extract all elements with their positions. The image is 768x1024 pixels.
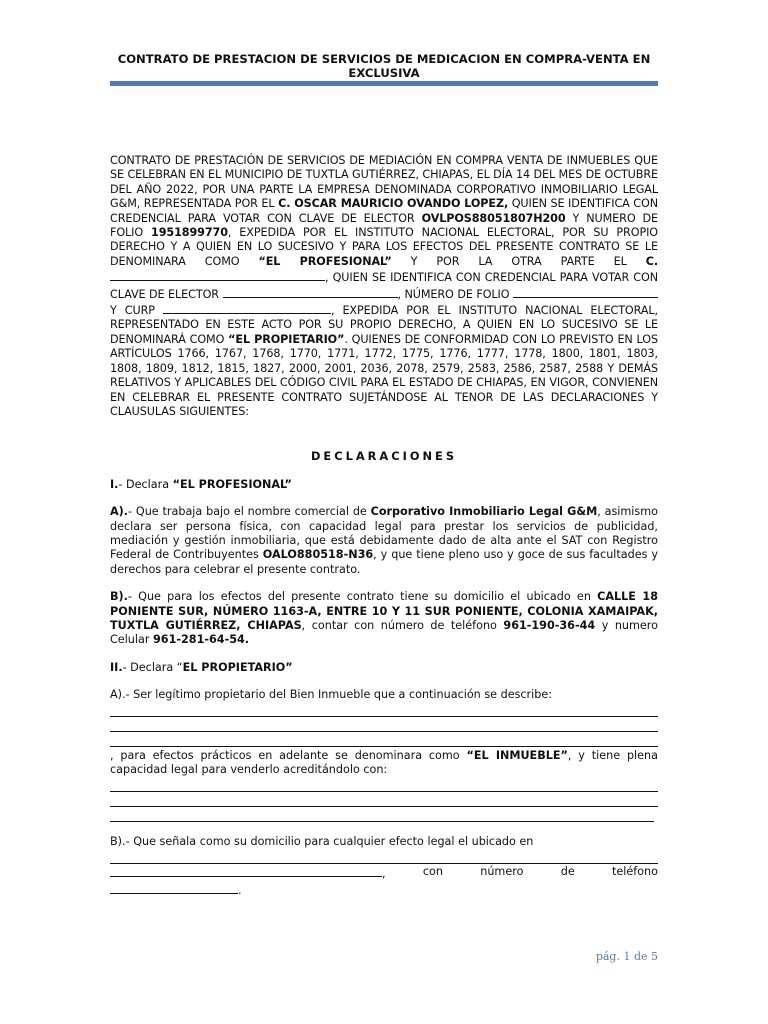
blank-line [110, 778, 658, 792]
item-text: . [238, 883, 242, 897]
party-propietario: “EL PROPIETARIO” [228, 332, 345, 346]
declaration-1b [110, 590, 658, 648]
section-1-heading [110, 478, 658, 492]
blank-line [163, 302, 331, 314]
section-number: I. [110, 477, 119, 491]
item-label: A). [110, 505, 129, 519]
item-text: teléfono [612, 865, 658, 879]
blank-line [223, 286, 398, 298]
intro-text: , QUIEN SE IDENTIFICA CON CREDENCIAL PARA VOTAR CON CLAVE DE ELECTOR [110, 271, 658, 301]
blank-line [110, 808, 654, 822]
item-text: de [560, 865, 575, 879]
item-text: , para efectos prácticos en adelante se denominara como [110, 748, 467, 762]
company-name: Corporativo Inmobiliario Legal G&M [370, 505, 598, 519]
document-title: CONTRATO DE PRESTACION DE SERVICIOS DE MEDICACION EN COMPRA-VENTA EN EXCLUSIVA [117, 52, 651, 80]
item-text: , [382, 867, 386, 881]
blank-line [110, 703, 658, 717]
section-text: - Declara “ [122, 660, 183, 674]
item-text: , y tiene plena capacidad legal para venderlo acreditándolo con: [110, 748, 658, 777]
declaration-2a [110, 688, 658, 822]
section-text: - Declara [118, 477, 173, 491]
item-text: , contar con número de teléfono [301, 618, 504, 632]
folio-number: 1951899770 [151, 226, 228, 240]
declaraciones-heading: DECLARACIONES [310, 449, 458, 464]
blank-line [110, 882, 238, 894]
section-number: II. [110, 660, 123, 674]
intro-text: Y NUMERO DE FOLIO [110, 211, 658, 240]
intro-text: , EXPEDIDA POR EL INSTITUTO NACIONAL ELECTORAL, POR SU PROPIO DERECHO Y A QUIEN EN LO SUCESIVO Y PARA LOS EFECTOS DEL PRESENTE CONTRATO SE LE DENOMINARA COMO [110, 226, 658, 268]
blank-line [110, 865, 382, 877]
intro-text: . QUIENES DE CONFORMIDAD CON LO PREVISTO EN LOS ARTÍCULOS 1766, 1767, 1768, 1770, 1771, 1772, 1775, 1776, 1777, 1778, 1800, 1801, 1803, 1808, 1809, 1812, 1815, 1827, 2000, 2001, 2036, 2078, 2579, 2583, 2586, 2587, 2588 Y DEMÁS RELATIVOS Y APLICABLES DEL CÓDIGO CIVIL PARA EL ESTADO DE CHIAPAS, EN VIGOR, CONVIENEN EN CELEBRAR EL PRESENTE CONTRATO SUJETÁNDOSE AL TENOR DE LAS DECLARACIONES Y CLAUSULAS SIGUIENTES: [110, 332, 658, 418]
section-2-heading [110, 661, 658, 675]
intro-text: Y POR LA OTRA PARTE EL [391, 254, 646, 268]
item-text: A).- Ser legítimo propietario del Bien Inmueble que a continuación se describe: [110, 688, 553, 702]
cell-value: 961-281-64-54. [153, 633, 250, 647]
rfc-value: OALO880518-N36 [262, 548, 374, 562]
intro-text: CONTRATO DE PRESTACIÓN DE SERVICIOS DE MEDIACIÓN EN COMPRA VENTA DE INMUEBLES QUE SE CELEBRAN EN EL MUNICIPIO DE TUXTLA GUTIÉRREZ, CHIAPAS, EL DÍA 14 DEL MES DE OCTUBRE DEL AÑO 2022, POR UNA PARTE LA EMPRESA DENOMINADA CORPORATIVO INMOBILIARIO LEGAL G&M, REPRESENTADA POR EL [110, 154, 658, 211]
item-text: , asimismo declara ser persona física, con capacidad legal para prestar los servicios de publicidad, mediación y gestión inmobiliaria, que está debidamente dado de alta ante el SAT con Registro Federal de Contribuyentes [110, 505, 658, 562]
elector-key: OVLPOS88051807H200 [421, 211, 566, 225]
address-phone-line [110, 865, 658, 881]
blank-line [110, 850, 658, 864]
section-party: “EL PROFESIONAL” [172, 477, 292, 491]
phone-line [110, 882, 658, 898]
page-number: pág. 1 de 5 [595, 950, 658, 963]
blank-line [110, 718, 658, 732]
address-value: CALLE 18 PONIENTE SUR, NÚMERO 1163-A, ENTRE 10 Y 11 SUR PONIENTE, COLONIA XAMAIPAK, TUXTLA GUTIÉRREZ, CHIAPAS [110, 590, 658, 632]
party-c-label: C. [645, 254, 658, 268]
item-text: - Que trabaja bajo el nombre comercial de [128, 505, 371, 519]
declaration-1a [110, 505, 658, 577]
document-body [110, 154, 658, 898]
item-text: , y que tiene pleno uso y goce de sus facultades y derechos para celebrar el presente contrato. [110, 548, 658, 576]
inmueble-label: “EL INMUEBLE” [466, 748, 568, 762]
section-party: EL PROPIETARIO” [182, 660, 293, 674]
blank-line [110, 269, 325, 281]
intro-text: QUIEN SE IDENTIFICA CON CREDENCIAL PARA VOTAR CON CLAVE DE ELECTOR [110, 197, 658, 225]
party-profesional: “EL PROFESIONAL” [258, 254, 392, 268]
blank-line [110, 733, 658, 747]
representative-name: C. OSCAR MAURICIO OVANDO LOPEZ, [278, 197, 509, 211]
item-text: - Que para los efectos del presente contrato tiene su domicilio el ubicado en [127, 590, 598, 604]
declaration-2b [110, 835, 658, 898]
blank-line [513, 286, 658, 298]
phone-value: 961-190-36-44 [503, 618, 596, 632]
intro-text: Y CURP [110, 304, 163, 318]
item-text: y numero Celular [110, 618, 658, 647]
item-label: B). [110, 590, 128, 604]
item-text: con [422, 865, 443, 879]
title-underline-bar [110, 81, 658, 86]
item-text: número [480, 865, 524, 879]
intro-text: , NÚMERO DE FOLIO [397, 287, 513, 301]
intro-paragraph [110, 154, 658, 419]
blank-line [110, 793, 658, 807]
intro-text: , EXPEDIDA POR EL INSTITUTO NACIONAL ELECTORAL, REPRESENTADO EN ESTE ACTO POR SU PROPIO DERECHO, A QUIEN EN LO SUCESIVO SE LE DENOMINARÁ COMO [110, 304, 658, 346]
item-text: B).- Que señala como su domicilio para cualquier efecto legal el ubicado en [110, 835, 534, 849]
